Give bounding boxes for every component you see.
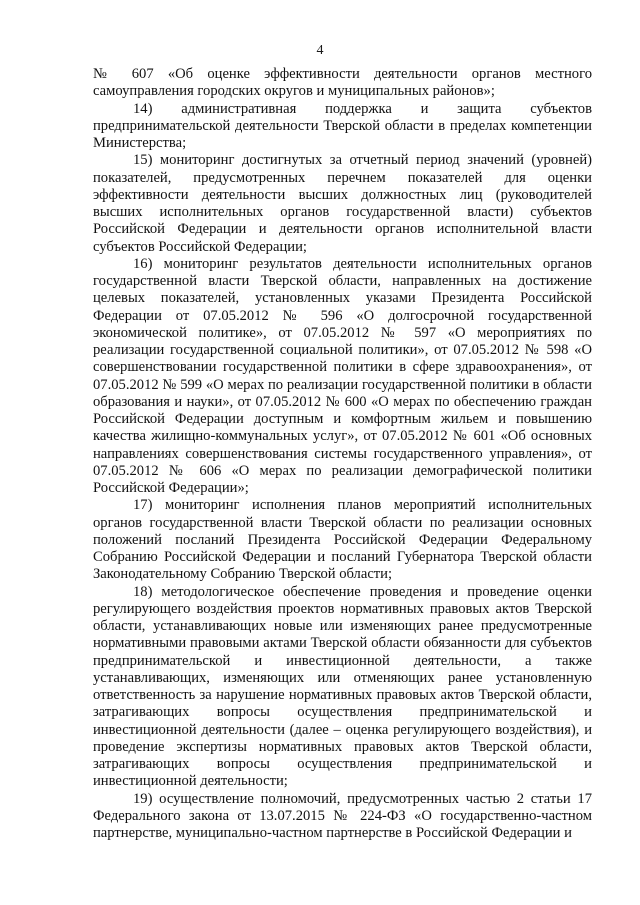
paragraph-item-15: 15) мониторинг достигнутых за отчетный период значений (уровней) показателей, предусмотренных перечнем показателей для оценки эффективности деятельности высших должностных лиц (руководителей высших исполнительных органов государственной власти) субъектов Российской Федерации и деятельности органов исполнительной власти субъектов Российской Федерации; [93,152,592,255]
paragraph-item-17: 17) мониторинг исполнения планов мероприятий исполнительных органов государственной власти Тверской области по реализации основных положений посланий Президента Российской Федерации Федеральному Собранию Российской Федерации и посланий Губернатора Тверской области Законодательному Собранию Тверской области; [93,497,592,583]
paragraph-item-18: 18) методологическое обеспечение проведения и проведение оценки регулирующего воздействия проектов нормативных правовых актов Тверской области, устанавливающих новые или изменяющих ранее предусмотренные нормативными правовыми актами Тверской области обязанности для субъектов предпринимательской и инвестиционной деятельности, а также устанавливающих, изменяющих или отменяющих ранее установленную ответственность за нарушение нормативных правовых актов Тверской области, затрагивающих вопросы осуществления предпринимательской и инвестиционной деятельности (далее – оценка регулирующего воздействия), и проведение экспертизы нормативных правовых актов Тверской области, затрагивающих вопросы осуществления предпринимательской и инвестиционной деятельности; [93,583,592,790]
document-body [93,66,592,842]
paragraph-continuation: № 607 «Об оценке эффективности деятельности органов местного самоуправления городских округов и муниципальных районов»; [93,66,592,100]
paragraph-item-19: 19) осуществление полномочий, предусмотренных частью 2 статьи 17 Федерального закона от 13.07.2015 № 224-ФЗ «О государственно-частном партнерстве, муниципально-частном партнерстве в Российской Федерации и [93,790,592,841]
paragraph-item-16: 16) мониторинг результатов деятельности исполнительных органов государственной власти Тверской области, направленных на достижение целевых показателей, установленных указами Президента Российской Федерации от 07.05.2012 № 596 «О долгосрочной государственной экономической политике», от 07.05.2012 № 597 «О мероприятиях по реализации государственной социальной политики», от 07.05.2012 № 598 «О совершенствовании государственной политики в сфере здравоохранения», от 07.05.2012 № 599 «О мерах по реализации государственной политики в области образования и науки», от 07.05.2012 № 600 «О мерах по обеспечению граждан Российской Федерации доступным и комфортным жильем и повышению качества жилищно-коммунальных услуг», от 07.05.2012 № 601 «Об основных направлениях совершенствования системы государственного управления», от 07.05.2012 № 606 «О мерах по реализации демографической политики Российской Федерации»; [93,255,592,496]
paragraph-item-14: 14) административная поддержка и защита субъектов предпринимательской деятельности Тверской области в пределах компетенции Министерства; [93,100,592,151]
page-number: 4 [316,43,324,58]
